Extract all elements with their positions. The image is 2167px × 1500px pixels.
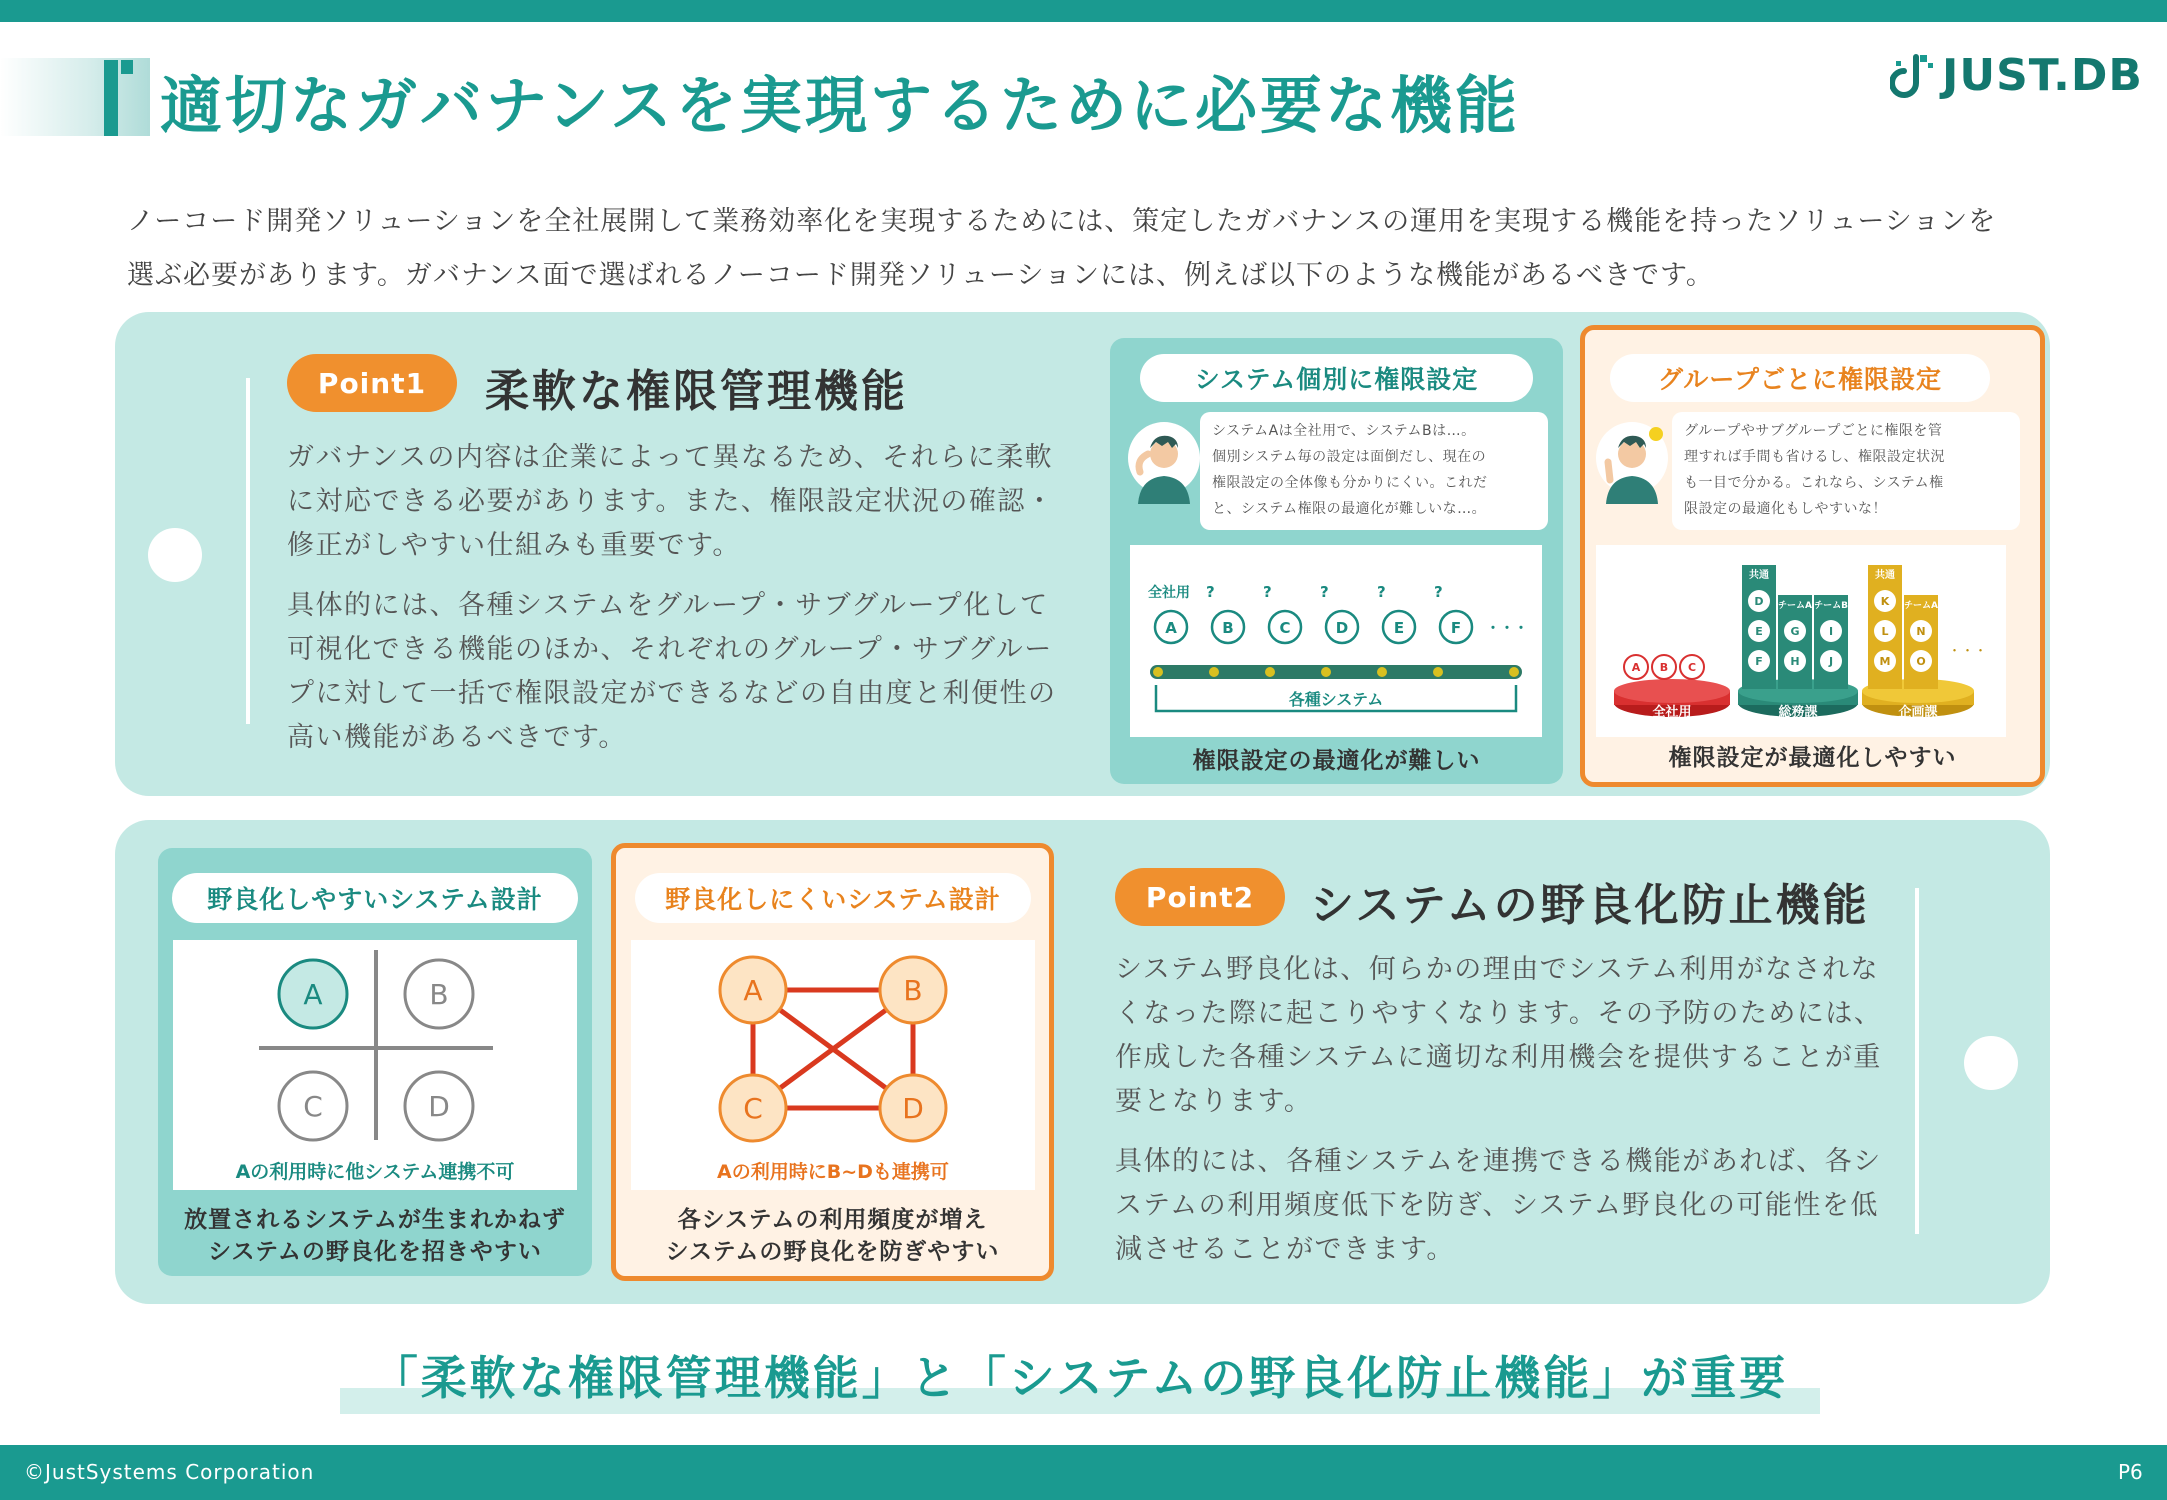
panel-divider-line	[1915, 888, 1919, 1234]
system-a-label: A	[743, 974, 763, 1007]
conveyor-roller	[1377, 667, 1387, 677]
various-systems-label: 各種システム	[1288, 690, 1384, 709]
group-node-label: C	[1687, 661, 1697, 674]
more-groups-ellipsis: ・・・	[1948, 644, 1988, 659]
text-line: システム野良化は、何らかの理由でシステム利用がなされな	[1115, 954, 1880, 985]
result-line: システムの野良化を招きやすい	[208, 1239, 542, 1265]
text-line: 可視化できる機能のほか、それぞれのグループ・サブグルー	[287, 634, 1053, 665]
conveyor-roller	[1265, 667, 1275, 677]
system-d-label: D	[902, 1092, 924, 1125]
bubble-line: 理すれば手間も省けるし、権限設定状況	[1684, 449, 1945, 465]
linked-systems-diagram	[631, 940, 1035, 1190]
conveyor-roller	[1321, 667, 1331, 677]
conveyor-roller	[1153, 667, 1163, 677]
group-systems-illustration	[1596, 545, 2006, 737]
stray-prone-result	[158, 1204, 592, 1268]
title-marker	[104, 60, 118, 136]
page-title: 適切なガバナンスを実現するために必要な機能	[160, 69, 1521, 142]
linked-caption: Aの利用時にB~Dも連携可	[717, 1161, 949, 1183]
panel-dot-left	[148, 528, 202, 582]
group-permission-label: グループごとに権限設定	[1610, 354, 1990, 402]
system-b-label: B	[429, 978, 449, 1011]
text-line: に対応できる必要があります。また、権限設定状況の確認・	[287, 486, 1055, 517]
bubble-line: 個別システム毎の設定は面倒だし、現在の	[1212, 449, 1487, 465]
group-node-label: F	[1755, 655, 1763, 668]
page-number: P6	[2118, 1460, 2143, 1484]
footer-bar	[0, 1445, 2167, 1500]
point2-badge: Point2	[1115, 868, 1285, 926]
justdb-logo	[1890, 50, 2143, 101]
text-line: プに対して一括で権限設定ができるなどの自由度と利便性の	[287, 678, 1057, 709]
individual-systems-diagram	[1130, 545, 1542, 737]
group-node-label: I	[1828, 625, 1834, 638]
common-tag: 共通	[1875, 570, 1895, 581]
individual-systems-illustration	[1130, 545, 1542, 737]
stray-prone-illustration	[173, 940, 577, 1190]
group-node-label: G	[1790, 625, 1800, 638]
group-node-label: K	[1880, 595, 1890, 608]
system-c-label: C	[303, 1090, 323, 1123]
isolated-caption: Aの利用時に他システム連携不可	[235, 1161, 515, 1183]
isolated-systems-diagram	[173, 940, 577, 1190]
group-node-label: D	[1754, 595, 1764, 608]
question-mark: ?	[1434, 583, 1443, 601]
system-c-label: C	[743, 1092, 763, 1125]
intro-line-1: ノーコード開発ソリューションを全社展開して業務効率化を実現するためには、策定したガバナンスの運用を実現する機能を持ったソリューションを	[127, 206, 1997, 237]
bubble-line: と、システム権限の最適化が難しいな…。	[1212, 501, 1487, 517]
system-node-label: D	[1335, 619, 1349, 637]
stray-prone-label: 野良化しやすいシステム設計	[172, 873, 578, 923]
question-mark: ?	[1320, 583, 1329, 601]
conveyor-roller	[1433, 667, 1443, 677]
system-node-label: A	[1165, 619, 1177, 637]
all-company-tag: 全社用	[1148, 585, 1190, 601]
intro-line-2: 選ぶ必要があります。ガバナンス面で選ばれるノーコード開発ソリューションには、例えば以下のような機能があるべきです。	[127, 260, 1714, 291]
panel-dot-right	[1964, 1036, 2018, 1090]
worried-person-icon	[1126, 420, 1202, 504]
common-tag: 共通	[1749, 570, 1769, 581]
question-mark: ?	[1377, 583, 1386, 601]
stray-resistant-illustration	[631, 940, 1035, 1190]
text-line: 具体的には、各種システムをグループ・サブグループ化して	[287, 590, 1049, 621]
group-node-label: M	[1879, 655, 1891, 668]
text-line: 要となります。	[1115, 1086, 1313, 1117]
system-node-label: E	[1393, 619, 1405, 637]
title-marker-tick	[121, 60, 133, 74]
bubble-line: グループやサブグループごとに権限を管	[1684, 423, 1943, 439]
text-line: 修正がしやすい仕組みも重要です。	[287, 530, 741, 561]
system-node-label: B	[1222, 619, 1234, 637]
conveyor-roller	[1509, 667, 1519, 677]
system-node-label: C	[1279, 619, 1291, 637]
result-line: システムの野良化を防ぎやすい	[665, 1239, 1000, 1265]
point1-paragraph-2	[287, 584, 1087, 760]
system-a-label: A	[303, 978, 323, 1011]
worried-speech-bubble	[1200, 412, 1548, 530]
bubble-line: も一目で分かる。これなら、システム権	[1684, 475, 1944, 491]
panel-divider-line	[246, 378, 250, 724]
conveyor-belt	[1150, 665, 1522, 679]
team-a-tag: チームA	[1778, 601, 1812, 611]
group-node-label: O	[1916, 655, 1926, 668]
conclusion-text: 「柔軟な権限管理機能」と「システムの野良化防止機能」が重要	[371, 1351, 1789, 1405]
team-a-tag: チームA	[1904, 601, 1938, 611]
result-line: 放置されるシステムが生まれかねず	[184, 1207, 566, 1233]
team-b-tag: チームB	[1814, 601, 1848, 611]
happy-person-icon	[1594, 420, 1670, 504]
group-label-kikaku: 企画課	[1898, 705, 1938, 720]
text-line: 具体的には、各種システムを連携できる機能があれば、各シ	[1115, 1146, 1882, 1177]
stray-resistant-result	[611, 1204, 1054, 1268]
group-node-label: E	[1755, 625, 1763, 638]
point1-badge: Point1	[287, 354, 457, 412]
point1-paragraph-1	[287, 436, 1087, 568]
group-node-label: N	[1916, 625, 1926, 638]
text-line: 作成した各種システムに適切な利用機会を提供することが重	[1115, 1042, 1882, 1073]
intro-text	[127, 195, 2047, 303]
copyright: ©JustSystems Corporation	[24, 1460, 315, 1484]
point2-paragraph-2	[1115, 1140, 1905, 1272]
group-node-label: A	[1631, 661, 1641, 674]
text-line: 高い機能があるべきです。	[287, 722, 627, 753]
group-label-somu: 総務課	[1778, 705, 1818, 720]
more-systems-ellipsis: ・・・	[1486, 621, 1528, 637]
group-node-label: L	[1881, 625, 1889, 638]
text-line: 減させることができます。	[1115, 1234, 1455, 1265]
question-mark: ?	[1263, 583, 1272, 601]
point1-title: 柔軟な権限管理機能	[485, 366, 908, 417]
text-line: ガバナンスの内容は企業によって異なるため、それらに柔軟	[287, 442, 1054, 473]
text-line: ステムの利用頻度低下を防ぎ、システム野良化の可能性を低	[1115, 1190, 1879, 1221]
group-node-label: J	[1828, 655, 1834, 668]
point2-title: システムの野良化防止機能	[1310, 880, 1870, 931]
group-label-all: 全社用	[1652, 705, 1692, 720]
top-bar	[0, 0, 2167, 22]
bubble-line: 限設定の最適化もしやすいな！	[1684, 501, 1887, 517]
group-systems-diagram	[1596, 545, 2006, 737]
bubble-line: 権限設定の全体像も分かりにくい。これだ	[1212, 475, 1488, 491]
system-node-label: F	[1450, 619, 1462, 637]
stray-resistant-label: 野良化しにくいシステム設計	[635, 873, 1031, 923]
group-node-label: B	[1659, 661, 1669, 674]
logo-symbol-icon	[1890, 53, 1934, 99]
text-line: くなった際に起こりやすくなります。その予防のためには、	[1115, 998, 1883, 1029]
group-node-label: H	[1790, 655, 1800, 668]
bubble-line: システムAは全社用で、システムBは…。	[1212, 423, 1476, 439]
system-d-label: D	[428, 1090, 450, 1123]
happy-speech-bubble	[1672, 412, 2020, 530]
question-mark: ?	[1206, 583, 1215, 601]
point2-paragraph-1	[1115, 948, 1905, 1124]
all-company-base-top	[1614, 679, 1730, 703]
conveyor-roller	[1209, 667, 1219, 677]
individual-permission-result: 権限設定の最適化が難しい	[1192, 748, 1481, 774]
system-b-label: B	[903, 974, 923, 1007]
group-permission-result: 権限設定が最適化しやすい	[1668, 745, 1957, 771]
individual-permission-label: システム個別に権限設定	[1140, 354, 1533, 402]
result-line: 各システムの利用頻度が増え	[677, 1207, 988, 1233]
logo-text: JUST.DB	[1942, 50, 2143, 101]
